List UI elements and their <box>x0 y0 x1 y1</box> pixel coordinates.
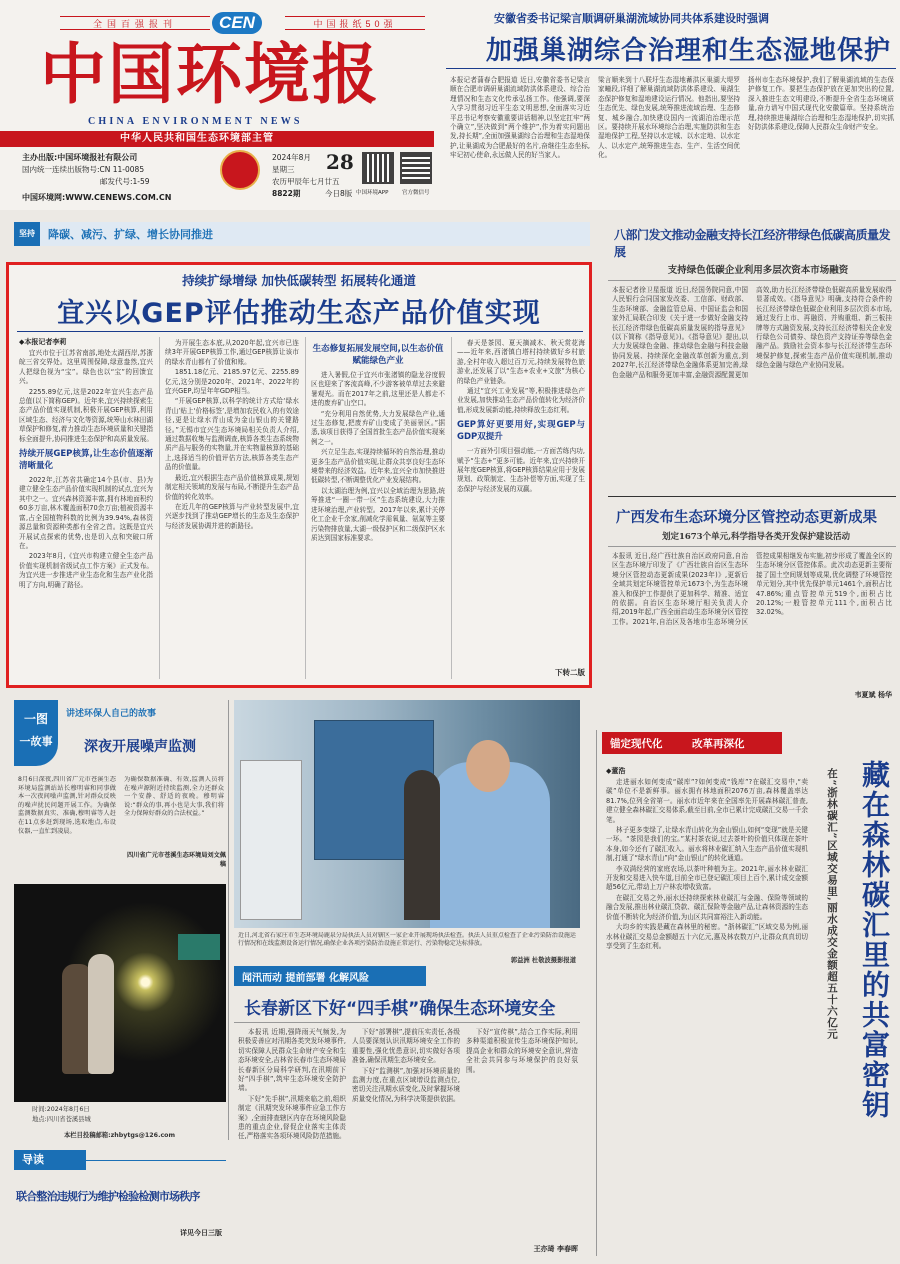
finance-title: 八部门发文推动金融支持长江经济带绿色低碳高质量发展 <box>614 228 891 259</box>
carbon-byline: ◆董浩 <box>606 767 626 775</box>
lead-story-anhui <box>446 8 896 210</box>
main-continued[interactable]: 下转二版 <box>555 668 585 677</box>
qr-code-wechat[interactable] <box>400 152 432 184</box>
guangxi-story <box>608 500 896 700</box>
qr-code-app[interactable] <box>362 152 394 184</box>
guide-label: 导读 <box>14 1150 86 1170</box>
post-code: 邮发代号:1-59 <box>100 177 150 186</box>
changchun-col2: 下好“部署棋”,提前压实责任,各级人员要深刻认识汛期环境安全工作的重要性,强化忧患意识,切实做好各项准备,确保汛期生态环境安全。 下好“监测棋”,加强对环境质量的监测力度,在重点区域增设监测点位,密切关注汛期水质变化,及时掌握环境质量变化情况,为科学决策提供依据。 <box>352 1028 460 1103</box>
story-night-photo <box>14 884 226 1102</box>
guangxi-title: 广西发布生态环境分区管控动态更新成果 <box>616 510 877 526</box>
changchun-author: 王亦琦 李春晖 <box>533 1245 578 1253</box>
guangxi-subtitle: 划定1673个单元,科学指导各类开发保护建设活动 <box>661 532 851 542</box>
cn-number: 国内统一连续出版物号:CN 11-0085 <box>22 165 145 174</box>
guangxi-author: 韦夏斌 杨华 <box>854 691 892 699</box>
guangxi-body: 本报讯 近日,经广西壮族自治区政府同意,自治区生态环境厅印发了《广西壮族自治区生态环境分区管控动态更新成果(2023年)》,更新后全域共划定环境管控单元1673个,为生态环境准入和保护工作提供了更加科学、精准、适宜的依据。自治区生态环境厅相关负责人介绍,2019年起,广西全面启动生态环境分区管控工作。2021年,自治区及各地市生态环境分区管控成果相继发布实施,初步形成了覆盖全区的生态环境分区管控体系。此次动态更新主要衔接了国土空间规划等成果,优化调整了环境管控单元划分,其中优先保护单元1461个,面积占比47.86%;重点管控单元519个,面积占比20.12%;一般管控单元111个,面积占比32.02%。 <box>612 552 892 626</box>
publisher: 主办出版:中国环境报社有限公司 <box>22 153 138 162</box>
theme-band-tag: 坚持 <box>14 222 40 246</box>
guide-page[interactable]: 详见今日三版 <box>180 1229 222 1237</box>
theme-band <box>14 222 590 246</box>
person-silhouette-2 <box>88 954 114 1074</box>
lead-body-col3: 扬州市生态环境保护,我们了解巢湖流域的生态保护修复工作。要把生态保护放在更加突出的位置,深入推进生态文明建设,不断提升全省生态环境质量,奋力谱写中国式现代化安徽篇章。坚持系统治理,持续推进巢湖综合治理和生态湿地保护,切实抓好防洪体系建设,保障人民群众生命财产安全。 <box>748 76 894 132</box>
story-badge <box>14 700 58 766</box>
masthead-title: 中国环境报 <box>40 36 380 113</box>
lunar-date: 农历甲辰年七月廿五 <box>272 177 340 186</box>
story-body-right: 为确保数据准确、有效,监测人员将在噪声源附近持续监测,全力还群众一个安静、舒适的夜晚。穆明睿说:“群众的事,再小也是大事,我们将全力保障好群众的合法权益。” <box>124 776 224 818</box>
changchun-kicker: 闻汛而动 提前部署 化解风险 <box>242 973 369 984</box>
day-number: 28 <box>326 150 354 174</box>
story-place: 地点:四川省苍溪县城 <box>32 1116 91 1123</box>
cen-logo: CEN <box>212 12 262 34</box>
story-body-left: 8月6日深夜,四川省广元市苍溪生态环境局监测站站长穆明睿和同事做本一次夜间噪声监测,针对群众反映的噪声扰民问题开展工作。为确保监测数据真实、准确,穆明睿等人赶在11点多赶到现场,选取地点,布设仪器,一直忙到凌晨。 <box>18 776 116 835</box>
changchun-title: 长春新区下好“四手棋”确保生态环境安全 <box>244 999 556 1019</box>
finance-body: 本报记者徐卫星报道 近日,经国务院同意,中国人民银行会同国家发改委、工信部、财政部、生态环境部、金融监管总局、中国证监会和国家外汇局联合印发《关于进一步做好金融支持长江经济带绿色低碳高质量发展的指导意见》(以下简称《指导意见》)。《指导意见》提出,以大力发展绿色金融、推动绿色金融与科技金融协同发展、持续深化金融改革创新为重点,到2027年,长江经济带绿色金融体系更加完善,绿色金融产品和服务更加丰富,金融资源配置更加高效,助力长江经济带绿色低碳高质量发展取得显著成效。《指导意见》明确,支持符合条件的长江经济带绿色低碳企业利用多层次资本市场,通过发行上市、再融资、并购重组、新三板挂牌等方式融资发展,支持长江经济带相关企业发行绿色公司债券、绿色资产支持证券等绿色金融产品。鼓励社会资本参与长江经济带生态环境保护修复,探索生态产品价值实现机制,推动绿色金融与绿色产业协同发展。 <box>612 286 892 379</box>
story-credit: 四川省广元市苍溪生态环境局刘文佩稿 <box>127 852 226 868</box>
main-col4: 春天是茶园、夏天摘减木、秋天赏花海——近年来,西渚镇白塔村持续做好乡村旅游,全村年收入超过百万元,持续发展特色旅游业,还发展了以“生态+农业+文旅”为核心的绿色产业链条。 通过“宜兴工业发展”等,积极推进绿色产业发展,加快推动生态产品价值转化为经济价值,形成发展新动能,持续释放生态红利。 GEP算好更要用好,实现GEP与GDP双提升 一方面外引项目强动能,一方面苦练内功,赋予“生态+”更多可能。近年来,宜兴持续开展年度GEP核算,将GEP核算结果应用于发展规划、政策制定、生态补偿等方面,实现了生态保护与经济发展的双赢。 <box>457 339 585 493</box>
story-email[interactable]: 本栏目投稿邮箱:zhbytgs@126.com <box>64 1132 176 1139</box>
carbon-vertical-title: 藏在森林碳汇里的共富密钥 <box>858 760 891 1120</box>
main-story-box <box>6 262 592 688</box>
lead-body-col2: 梁言顺来到十八联圩生态湿地蓄洪区巢湖大堤罗家疃段,详细了解巢湖流域防洪体系建设、巢湖生态保护修复和湿地建设运行情况。他指出,要坚持生态优先、绿色发展,统筹推进流域治理、生态修复、城乡融合,加快建设国内一流湖泊治理示范区。要持续开展水环境综合治理,实施防洪和生态湿地保护工程,坚持以水定城、以水定地、以水定人、以水定产,统筹推进生态、生产、生活空间优化。 <box>598 76 740 160</box>
main-byline: ◆本报记者李莉 <box>19 338 67 346</box>
main-subhead-1: 持续开展GEP核算,让生态价值逐渐清晰量化 <box>19 449 153 472</box>
changchun-col1: 本报讯 近期,强降雨天气频发,为积极妥善应对汛期各类突发环境事件,切实保障人民群众生命财产安全和生态环境安全,吉林省长春市生态环境局长春新区分局科学研判,在汛期前下好“四手棋”,筑牢生态环境安全防护墙。 下好“先手棋”,汛期来临之前,组织制定《汛期突发环境事件应急工作方案》,全面排查辖区内存在环境风险隐患的重点企业,督促企业落实主体责任,严格落实各项环境风险防范措施。 <box>238 1028 346 1141</box>
lead-kicker: 安徽省委书记梁言顺调研巢湖流域协同共体系建设时强调 <box>494 12 769 25</box>
carbon-story <box>602 732 896 1260</box>
carbon-body: 走进丽水如何变成“碳库”?如何变成“钱库”?在碳汇交易中,“卖碳”单位不是新鲜事。丽水拥有林地面积2076万亩,森林覆盖率达81.7%,位列全省第一。丽水市近年来在全国率先开展森林碳汇普查,建立健全森林碳汇交易体系,截至目前,全市已累计完成碳汇交易一千余笔。 林子更多变绿了,让绿水青山转化为金山银山,如何“变现”就是关键一环。“茶园是我们的宝。”某村茶农说,过去茶叶的价值只体现在茶叶本身,如今还有了碳汇收入。丽水将林业碳汇纳入生态产品价值实现机制,打通了“绿水青山”向“金山银山”的转化通道。 李双满经营的家庭农场,以茶叶种植为主。2021年,丽水林业碳汇开发和交易进入快车道,目前全市已登记碳汇项目上百个,累计成交金额超56亿元,带动上万户林农增收致富。 在碳汇交易之外,丽水还持续探索林业碳汇与金融、保险等领域的融合发展,推出林业碳汇贷款、碳汇保险等金融产品,让森林资源的生态价值不断转化为经济价值,为山区共同富裕注入新动能。 大均乡的实践是藏在森林里的秘密。“浙林碳汇”区域交易为例,丽水林业碳汇交易总金额超五十六亿元,惠及林农数万户,让群众真真切切享受到了生态红利。 <box>606 778 808 950</box>
inspection-credit: 郭益洲 杜敬波摄影报道 <box>510 957 576 964</box>
theme-band-text: 降碳、减污、扩绿、增长协同推进 <box>48 228 213 241</box>
main-title: 宜兴以GEP评估推动生态产品价值实现 <box>57 298 541 329</box>
story-title: 深夜开展噪声监测 <box>84 739 196 755</box>
byline-marker-icon: ◆ <box>19 338 25 346</box>
main-col2: 为开展生态本底,从2020年起,宜兴市已连续3年开展GEP核算工作,通过GEP核算让该市的绿水青山都有了价值和账。 1851.18亿元、2185.97亿元、2255.89亿元,这分别是2020年、2021年、2022年的宜兴GEP,均呈年年GDP相当。 “开展GEP核算,以科学的统计方式给‘绿水青山’贴上‘价格标签’,是增加农民收入的有效途径,更是让绿水青山成为金山银山的关键路径。”无锡市宜兴生态环境局相关负责人介绍,通过数据收集与监测调查,核算各类生态系统物质产品与服务的实物量,并在实物量核算的基础上,选择适当的价值评估方法,核算各类生态产品的价值量。 最近,宜兴根据生态产品价值核算成果,规划制定相关领域的发展与布局,不断提升生态产品价值的转化效率。 在近几年的GEP核算与产业转型发展中,宜兴逐步找到了推动GEP增长的生态及生态保护与经济发展协调并进的新路径。 <box>165 339 299 530</box>
story-badge-top: 一图 <box>23 712 48 726</box>
carbon-tag-left: 锚定现代化 <box>610 738 663 750</box>
lead-title: 加强巢湖综合治理和生态湿地保护 <box>486 36 892 66</box>
lead-body-col1: 本报记者蒲春合肥报道 近日,安徽省委书记梁言顺在合肥市调研巢湖流域防洪体系建设、综合治理情况和生态文化传承弘扬工作。他强调,要深入学习贯彻习近平生态文明思想,全面落实习近平总书记考察安徽重要讲话精神,以坚定扛牢“两个确立”,坚决做到“两个维护”,作为着实问题出发,持长期”,全面加强巢湖综合治理和生态湿地保护,让巢湖成为合肥最好的名片,奋继往生态坐标,牢记初心使命,永远做人民的好当家人。 <box>450 76 590 160</box>
sponsor-text: 中华人民共和国生态环境部主管 <box>120 133 274 144</box>
inspection-caption: 近日,河北省石家庄市生态环境局鹿泉分局执法人员对辖区一家企业开展现场执法检查。执法人员重点检查了企业污染防治设施运行情况和在线监测设备运行情况,确保企业各项污染防治设施正常运行、污染物稳定达标排放。 <box>238 932 576 947</box>
main-col1: 宜兴市位于江苏省南部,地处太湖西岸,苏浙皖三省交界处。这里周围保障,绿意盎然,宜兴人把绿色视为“宝”。绿色也以“宝”的回馈宜兴。 2255.89亿元,这是2022年宜兴生态产品总值(以下简称GEP)。近年来,宜兴持续探索生态产品价值实现机制,积极开展GEP核算,利用区域生态、经济与文化等资源,统筹山水林田湖草保护和修复,着力推动生态环境质量和关键指标全面提升,协同推进生态保护和高质量发展。 持续开展GEP核算,让生态价值逐渐清晰量化 2022年,江苏省共确定14个县(市、县)为建立健全生态产品价值实现机制的试点,宜兴为其中之一。宜兴森林资源丰富,拥有林地面积约60多万亩,林木覆盖面积70余万亩;植被资源丰富,占全国植物科数的比例为39.94%,森林资源总量和资源种类都有全省之首。这既是宜兴开展试点探索的优势,也是切入点和突破口所在。 2023年8月,《宜兴市构建立健全生态产品价值实现机制省级试点工作方案》正式发布。为宜兴进一步推进产业生态化和生态产业化指明了方向,明确了路径。 <box>19 349 153 589</box>
top-right-badge: 中国报纸50强 <box>285 16 425 30</box>
sign-board <box>178 934 220 960</box>
website[interactable]: 中国环境网:WWW.CENEWS.COM.CN <box>22 193 172 202</box>
wechat-label: 官方微信号 <box>402 190 430 196</box>
guide-headline[interactable]: 联合整治违规行为维护检验检测市场秩序 <box>16 1190 200 1203</box>
story-kicker: 讲述环保人自己的故事 <box>66 709 157 719</box>
changchun-story <box>234 966 580 1260</box>
inspection-photo <box>234 700 580 928</box>
officer-head <box>466 740 510 792</box>
story-section <box>14 700 226 1145</box>
date-year-month: 2024年8月 <box>272 153 311 162</box>
finance-story <box>608 222 896 494</box>
second-person <box>404 770 440 920</box>
top-left-badge: 全国百强报刊 <box>60 16 210 30</box>
guide-section <box>14 1150 226 1254</box>
story-badge-bottom: 一故事 <box>19 735 53 748</box>
emblem-icon <box>220 150 260 190</box>
app-label: 中国环境APP <box>356 190 389 196</box>
main-subhead-2: 生态修复拓展发展空间,以生态价值赋能绿色产业 <box>312 344 444 366</box>
cabinet <box>240 760 302 920</box>
issue-number: 8822期 <box>272 189 301 198</box>
weekday: 星期三 <box>272 165 295 174</box>
carbon-vertical-sub: 在“浙林碳汇”区域交易里,丽水成交金额超五十六亿元 <box>826 768 838 1040</box>
story-time: 时间:2024年8月6日 <box>32 1106 90 1113</box>
main-col3: 生态修复拓展发展空间,以生态价值赋能绿色产业 进入暑假,位于宜兴市张渚镇的隐龙谷度假区也迎来了客流高峰,不少游客被单草过去来避暑观光。而在2017年之前,这里还是人都走不进的废弃矿山空口。 “充分利用自然优势,大力发展绿色产业,通过生态修复,把废弃矿山变成了美丽景区。”据悉,该项目获得了全国首批生态产品价值实现案例之一。 兴立足生态,实现持续循环的自然治理,推动更多生态产品价值实现,让群众共享良好生态环境带来的经济效益。近年来,宜兴全市加快推进低碳转型,不断调整优化产业发展结构。 以太湖治理为例,宜兴以全域治理为思路,统筹推进“一圈一带一区”生态系统建设,大力推进环境治理,产业转型。2017年以来,累计关停化工企业千余家,削减化学需氧量、氨氮等主要污染物排放量,太湖一级保护区和二级保护区水质达到国家标准要求。 <box>311 344 445 542</box>
changchun-col3: 下好“宣传棋”,结合工作实际,利用多种渠道积极宣传生态环境保护知识,提高企业和群众的环境安全意识,营造全社会共同参与环境保护的良好氛围。 <box>466 1028 578 1074</box>
main-subhead-3: GEP算好更要用好,实现GEP与GDP双提升 <box>457 420 585 443</box>
main-kicker: 持续扩绿增绿 加快低碳转型 拓展转化通道 <box>182 273 416 288</box>
byline-marker-icon: ◆ <box>606 767 612 775</box>
masthead-english: CHINA ENVIRONMENT NEWS <box>88 116 303 127</box>
page-count: 今日8版 <box>325 189 353 198</box>
finance-subtitle: 支持绿色低碳企业利用多层次资本市场融资 <box>667 265 849 276</box>
carbon-tag-right: 改革再深化 <box>692 738 745 750</box>
